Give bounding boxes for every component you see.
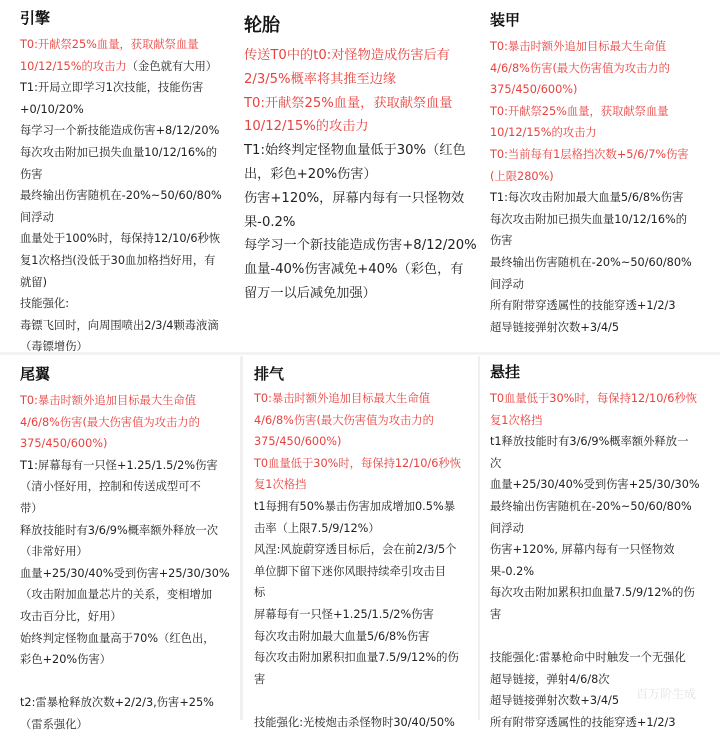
highlight-text: 2/3/5%概率将其推至边缘 (244, 71, 397, 87)
line-text: 血量处于100%时，每保持12/10/6秒恢 (20, 232, 221, 246)
text-line (20, 455, 230, 477)
text-line (490, 647, 700, 669)
text-line (244, 92, 477, 116)
line-text: 伤害 (20, 167, 43, 181)
line-text: t1每拥有50%暴击伤害加成增加0.5%暴 (254, 499, 455, 513)
line-text: 毒镖飞回时，向周围喷出2/3/4颗毒液滴 (20, 318, 219, 332)
line-text: 每次攻击附加已损失血量10/12/16%的 (20, 145, 218, 159)
text-line (490, 604, 700, 626)
line-text: T1:开局立即学习1次技能，技能伤害 (20, 81, 204, 95)
highlight-text: T0:当前每有1层格挡次数+5/6/7%伤害 (490, 147, 689, 161)
line-text: 伤害 (490, 234, 513, 248)
text-line (490, 474, 700, 496)
text-line (490, 274, 692, 296)
line-text: （攻击附加血量芯片的关系，变相增加 (20, 588, 213, 602)
line-text: 害 (254, 672, 266, 686)
text-line (490, 166, 692, 188)
text-line (244, 115, 477, 139)
text-line (490, 518, 700, 540)
text-line (20, 336, 222, 358)
text-line (254, 669, 461, 691)
text-line (490, 295, 692, 317)
line-text: +0/10/20% (20, 102, 84, 116)
text-line (490, 79, 692, 101)
suspension-card (480, 356, 720, 729)
highlight-text: 375/450/600%) (490, 83, 578, 97)
note-text: （金色就有大用） (126, 59, 218, 73)
text-line (20, 714, 230, 736)
line-text: 最终输出伤害随机在-20%~50/60/80% (490, 499, 692, 513)
line-text: 伤害+120%，屏幕内每有一只怪物效 (244, 190, 465, 206)
line-text: 彩色+20%伤害） (20, 653, 112, 667)
engine-body (20, 34, 222, 358)
text-line (254, 453, 461, 475)
text-line (254, 388, 461, 410)
text-line (20, 228, 222, 250)
text-line (254, 496, 461, 518)
line-text: 间浮动 (490, 521, 524, 535)
text-line (490, 122, 692, 144)
text-line (254, 647, 461, 669)
text-line (20, 272, 222, 294)
text-line (490, 626, 700, 648)
text-line (20, 185, 222, 207)
armor-card (486, 0, 720, 352)
highlight-text: 10/12/15%的攻击力 (490, 126, 597, 140)
highlight-text: 375/450/600%) (20, 437, 108, 451)
text-line (20, 498, 230, 520)
tail-title: 尾翼 (20, 365, 51, 383)
text-line (490, 58, 692, 80)
text-line (20, 250, 222, 272)
text-line (490, 101, 692, 123)
text-line (20, 293, 222, 315)
highlight-text: 传送T0中的t0:对怪物造成伤害后有 (244, 48, 450, 63)
line-text: 技能强化: (20, 297, 69, 311)
text-line (20, 628, 230, 650)
tail-body (20, 390, 230, 736)
line-text: 最终输出伤害随机在-20%~50/60/80% (490, 255, 692, 269)
line-text: T1:始终判定怪物血量低于30%（红色 (244, 143, 466, 159)
text-line (490, 496, 700, 518)
highlight-text: T0:暴击时额外追加目标最大生命值 (254, 392, 431, 405)
line-text: 释放技能时有3/6/9%概率额外释放一次 (20, 523, 219, 537)
text-line (20, 606, 230, 628)
text-line (490, 582, 700, 604)
line-text: 屏幕每有一只怪+1.25/1.5/2%伤害 (254, 607, 434, 621)
highlight-text: 4/6/8%伤害(最大伤害值为攻击力的 (490, 61, 670, 75)
engine-card (0, 0, 236, 352)
text-line (20, 692, 230, 714)
text-line (20, 520, 230, 542)
tire-title: 轮胎 (244, 15, 280, 36)
highlight-text: 4/6/8%伤害(最大伤害值为攻击力的 (254, 413, 434, 427)
line-text: 超导链接弹射次数+3/4/5 (490, 694, 620, 708)
line-text: 攻击百分比，好用） (20, 609, 122, 623)
suspension-body (490, 388, 700, 734)
tire-card (236, 0, 486, 352)
highlight-text: 375/450/600%) (254, 435, 342, 449)
highlight-text: T0:暴击时额外追加目标最大生命值 (490, 40, 667, 53)
line-text: 血量-40%伤害减免+40%（彩色，有 (244, 262, 464, 278)
highlight-text: 10/12/15%的攻击力 (244, 119, 369, 135)
highlight-text: (上限280%) (490, 169, 554, 183)
line-text: 技能强化:光棱炮击杀怪物时30/40/50% (254, 715, 455, 729)
highlight-text: T0血量低于30%时，每保持12/10/6秒恢 (254, 456, 462, 470)
line-text: 标 (254, 586, 266, 600)
text-line (244, 163, 477, 187)
text-line (254, 561, 461, 583)
text-line (244, 44, 477, 68)
text-line (20, 77, 222, 99)
text-line (20, 649, 230, 671)
text-line (490, 431, 700, 453)
engine-title: 引擎 (20, 9, 51, 27)
line-text: 害 (490, 607, 502, 621)
line-text: 始终判定怪物血量高于70%（红色出， (20, 631, 215, 645)
line-text: 单位脚下留下迷你风眼持续牵引攻击目 (254, 564, 447, 578)
highlight-text: T0:暴击时额外追加目标最大生命值 (20, 394, 197, 407)
text-line (20, 476, 230, 498)
line-text: 次 (490, 456, 502, 470)
line-text: 伤害+120%, 屏幕内每有一只怪物效 (490, 543, 675, 557)
text-line (490, 230, 692, 252)
text-line (244, 68, 477, 92)
text-line (20, 315, 222, 337)
line-text: 每次攻击附加最大血量5/6/8%伤害 (254, 629, 430, 643)
text-line (20, 563, 230, 585)
text-line (254, 518, 461, 540)
highlight-text: T0:开献祭25%血量，获取献祭血量 (20, 38, 199, 51)
line-text: 最终输出伤害随机在-20%~50/60/80% (20, 189, 222, 203)
line-text: 超导链接弹射次数+3/4/5 (490, 320, 620, 334)
text-line (20, 433, 230, 455)
armor-title: 装甲 (490, 11, 521, 29)
line-text: 风涅:风旋蔚穿透目标后，会在前2/3/5个 (254, 543, 457, 557)
text-line (20, 671, 230, 693)
line-text: （非常好用） (20, 545, 88, 559)
text-line (254, 431, 461, 453)
line-text: 每学习一个新技能造成伤害+8/12/20% (20, 124, 220, 138)
highlight-text: T0:开献祭25%血量，获取献祭血量 (244, 95, 453, 111)
line-text: 击率（上限7.5/9/12%） (254, 521, 380, 535)
line-text: 所有附带穿透属性的技能穿透+1/2/3 (490, 299, 676, 313)
line-text: 每次攻击附加累积扣血量7.5/9/12%的伤 (490, 586, 695, 600)
highlight-text: T0血量低于30%时，每保持12/10/6秒恢 (490, 392, 698, 405)
text-line (254, 410, 461, 432)
text-line (20, 390, 230, 412)
text-line (254, 474, 461, 496)
armor-body (490, 36, 692, 338)
text-line (254, 582, 461, 604)
text-line (20, 412, 230, 434)
text-line (490, 453, 700, 475)
line-text: 出，彩色+20%伤害） (244, 166, 377, 182)
line-text: 技能强化:雷暴枪命中时触发一个无强化 (490, 651, 686, 665)
line-text: 间浮动 (490, 277, 524, 291)
text-line (254, 690, 461, 712)
vertical-divider (240, 356, 243, 720)
line-text: 留万一以后减免加强） (244, 285, 376, 301)
text-line (254, 539, 461, 561)
text-line (490, 410, 700, 432)
line-text: （雷系强化） (20, 717, 88, 731)
text-line (490, 144, 692, 166)
text-line (244, 258, 477, 282)
line-text: T1:屏幕每有一只怪+1.25/1.5/2%伤害 (20, 458, 218, 472)
line-text: 复1次格挡(没低于30血加格挡好用，有 (20, 253, 216, 267)
tail-card (0, 356, 240, 731)
line-text: （毒镖增伤） (20, 340, 88, 354)
line-text: 带） (20, 501, 43, 515)
exhaust-body (254, 388, 461, 734)
text-line (244, 187, 477, 211)
text-line (490, 561, 700, 583)
line-text: 果-0.2% (244, 214, 296, 230)
line-text: 间浮动 (20, 210, 54, 224)
highlight-text: T0:开献祭25%血量，获取献祭血量 (490, 104, 669, 118)
text-line (20, 164, 222, 186)
line-text: （清小怪好用，控制和传送成型可不 (20, 480, 201, 494)
line-text: t2:雷暴枪释放次数+2/2/3,伤害+25% (20, 696, 214, 710)
highlight-text: 复1次格挡 (254, 478, 307, 492)
text-line (490, 317, 692, 339)
highlight-text: 复1次格挡 (490, 413, 543, 427)
text-line (490, 252, 692, 274)
line-text: T1:每次攻击附加最大血量5/6/8%伤害 (490, 191, 684, 205)
line-text: 每次攻击附加已损失血量10/12/16%的 (490, 212, 688, 226)
highlight-text: 10/12/15%的攻击力 (20, 59, 127, 73)
text-line (244, 234, 477, 258)
exhaust-title: 排气 (254, 365, 285, 383)
text-line (20, 207, 222, 229)
text-line (20, 99, 222, 121)
line-text: 每次攻击附加累积扣血量7.5/9/12%的伤 (254, 651, 459, 665)
line-text: 血量+25/30/40%受到伤害+25/30/30% (490, 478, 700, 492)
text-line (490, 209, 692, 231)
watermark: 百万阶生成 (635, 687, 696, 701)
text-line (490, 36, 692, 58)
line-text: 血量+25/30/40%受到伤害+25/30/30% (20, 566, 230, 580)
text-line (490, 187, 692, 209)
exhaust-card (246, 356, 478, 729)
suspension-title: 悬挂 (490, 363, 521, 381)
text-line (254, 604, 461, 626)
line-text: 所有附带穿透属性的技能穿透+1/2/3 (490, 715, 676, 729)
text-line (490, 539, 700, 561)
text-line (244, 211, 477, 235)
text-line (254, 712, 461, 734)
text-line (254, 626, 461, 648)
text-line (20, 541, 230, 563)
text-line (20, 34, 222, 56)
line-text: 超导链接，弹射4/6/8次 (490, 672, 610, 686)
tire-body (244, 44, 477, 306)
highlight-text: 4/6/8%伤害(最大伤害值为攻击力的 (20, 415, 200, 429)
text-line (20, 56, 222, 78)
line-text: 每学习一个新技能造成伤害+8/12/20% (244, 238, 477, 254)
line-text: 就留) (20, 275, 48, 289)
text-line (490, 388, 700, 410)
text-line (244, 282, 477, 306)
text-line (20, 120, 222, 142)
text-line (20, 142, 222, 164)
text-line (20, 584, 230, 606)
text-line (490, 712, 700, 734)
line-text: t1释放技能时有3/6/9%概率额外释放一 (490, 435, 689, 449)
text-line (244, 139, 477, 163)
line-text: 果-0.2% (490, 564, 535, 578)
